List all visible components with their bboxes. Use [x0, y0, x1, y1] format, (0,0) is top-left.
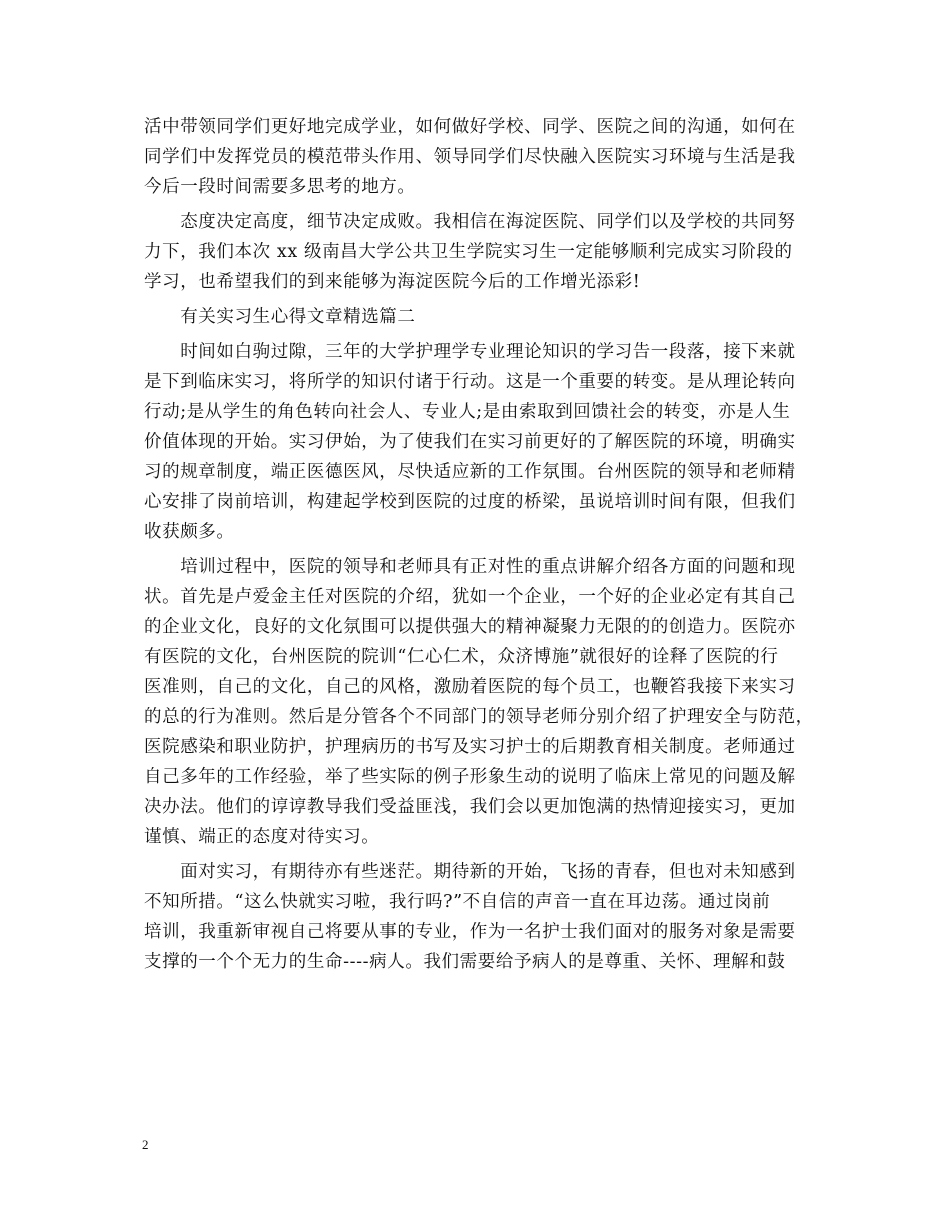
text-line: 医院感染和职业防护，护理病历的书写及实习护士的后期教育相关制度。老师通过 [144, 737, 796, 757]
text-line: 不知所措。“这么快就实习啦，我行吗?”不自信的声音一直在耳边荡。通过岗前 [144, 892, 771, 912]
paragraph [144, 857, 814, 977]
text-line: 的总的行为准则。然后是分管各个不同部门的领导老师分别介绍了护理安全与防范， [144, 707, 814, 727]
paragraph [144, 207, 814, 297]
text-line: 状。首先是卢爱金主任对医院的介绍，犹如一个企业，一个好的企业必定有其自己 [144, 587, 796, 607]
text-line: 决办法。他们的谆谆教导我们受益匪浅，我们会以更加饱满的热情迎接实习，更加 [144, 797, 796, 817]
paragraph [144, 112, 814, 202]
text-line: 习的规章制度，端正医德医风，尽快适应新的工作氛围。台州医院的领导和老师精 [144, 462, 796, 482]
document-body [144, 112, 814, 977]
text-line: 学习，也希望我们的到来能够为海淀医院今后的工作增光添彩! [144, 272, 641, 292]
text-line: 态度决定高度，细节决定成败。我相信在海淀医院、同学们以及学校的共同努 [144, 212, 796, 232]
text-line: 同学们中发挥党员的模范带头作用、领导同学们尽快融入医院实习环境与生活是我 [144, 147, 796, 167]
text-line: 价值体现的开始。实习伊始，为了使我们在实习前更好的了解医院的环境，明确实 [144, 432, 796, 452]
page-number: 2 [142, 1137, 149, 1152]
text-line: 自己多年的工作经验，举了些实际的例子形象生动的说明了临床上常见的问题及解 [144, 767, 796, 787]
section-heading [144, 302, 814, 332]
text-line: 谨慎、端正的态度对待实习。 [144, 827, 380, 847]
text-line: 医准则，自己的文化，自己的风格，激励着医院的每个员工，也鞭笞我接下来实习 [144, 677, 796, 697]
text-line: 行动;是从学生的角色转向社会人、专业人;是由索取到回馈社会的转变，亦是人生 [144, 402, 791, 422]
text-line: 支撑的一个个无力的生命----病人。我们需要给予病人的是尊重、关怀、理解和鼓 [144, 952, 786, 972]
section-heading-text: 有关实习生心得文章精选篇二 [144, 307, 416, 327]
text-line: 的企业文化，良好的文化氛围可以提供强大的精神凝聚力无限的的创造力。医院亦 [144, 617, 796, 637]
paragraph [144, 552, 814, 852]
text-line: 力下，我们本次 xx 级南昌大学公共卫生学院实习生一定能够顺利完成实习阶段的 [144, 242, 793, 262]
text-line: 今后一段时间需要多思考的地方。 [144, 177, 416, 197]
text-line: 面对实习，有期待亦有些迷茫。期待新的开始，飞扬的青春，但也对未知感到 [144, 862, 796, 882]
text-line: 培训，我重新审视自己将要从事的专业，作为一名护士我们面对的服务对象是需要 [144, 922, 796, 942]
text-line: 心安排了岗前培训，构建起学校到医院的过度的桥梁，虽说培训时间有限，但我们 [144, 492, 796, 512]
paragraph [144, 337, 814, 547]
text-line: 是下到临床实习，将所学的知识付诸于行动。这是一个重要的转变。是从理论转向 [144, 372, 796, 392]
text-line: 活中带领同学们更好地完成学业，如何做好学校、同学、医院之间的沟通，如何在 [144, 117, 796, 137]
text-line: 培训过程中，医院的领导和老师具有正对性的重点讲解介绍各方面的问题和现 [144, 557, 796, 577]
text-line: 收获颇多。 [144, 522, 235, 542]
text-line: 有医院的文化，台州医院的院训“仁心仁术，众济博施”就很好的诠释了医院的行 [144, 647, 779, 667]
text-line: 时间如白驹过隙，三年的大学护理学专业理论知识的学习告一段落，接下来就 [144, 342, 796, 362]
